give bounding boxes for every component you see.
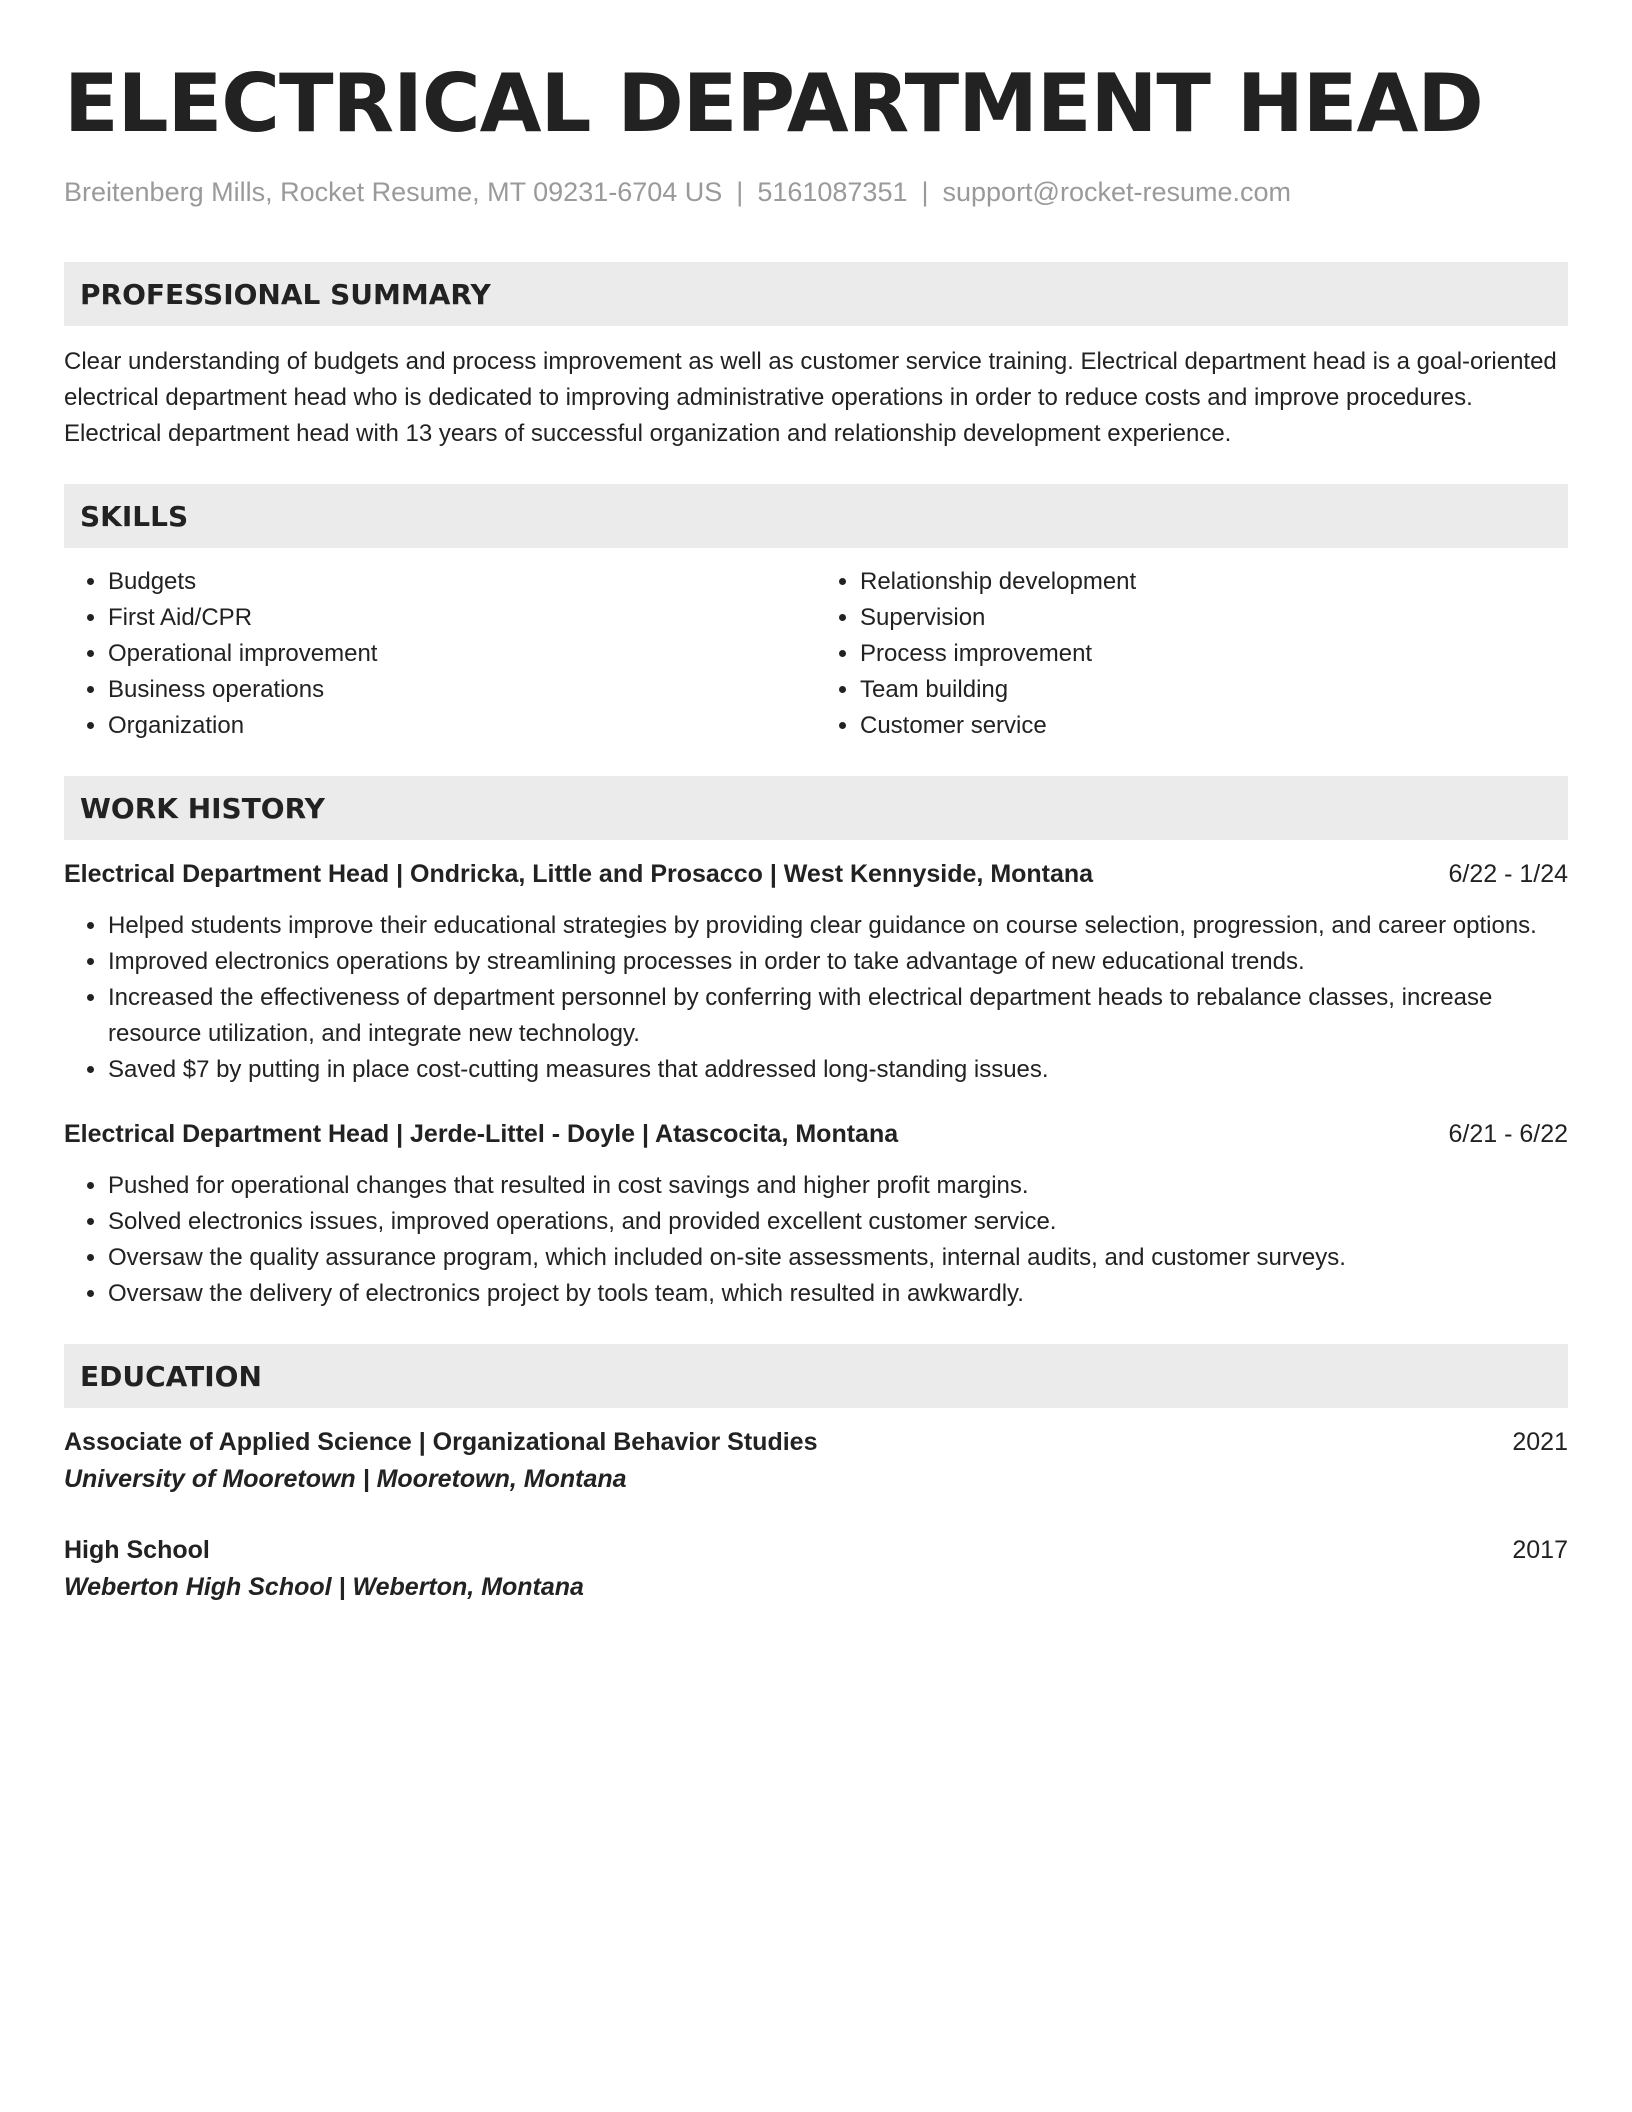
job-dates: 6/22 - 1/24 — [1448, 860, 1568, 888]
skills-column-left — [64, 564, 816, 744]
contact-phone: 5161087351 — [757, 177, 908, 207]
skill-item: • Business operations — [108, 672, 816, 708]
education-degree: High School — [64, 1536, 210, 1564]
skill-item: • First Aid/CPR — [108, 600, 816, 636]
education-header — [64, 1532, 1568, 1568]
job-bullet: • Helped students improve their educational strategies by providing clear guidance on course selection, progression, and career options. — [108, 908, 1568, 944]
resume-title: ELECTRICAL DEPARTMENT HEAD — [64, 57, 1483, 150]
summary-text: Clear understanding of budgets and process improvement as well as customer service training. Electrical department head is a goal-oriented electrical department head who is dedicated to improving administrative operations in order to reduce costs and improve procedures. Electrical department head with 13 years of successful organization and relationship development experience. — [64, 348, 1557, 447]
job-bullet: • Pushed for operational changes that resulted in cost savings and higher profit margins. — [108, 1168, 1568, 1204]
job-bullet: • Increased the effectiveness of department personnel by conferring with electrical department heads to rebalance classes, increase resource utilization, and integrate new technology. — [108, 980, 1568, 1052]
job-bullets — [64, 908, 1568, 1088]
education-year: 2017 — [1512, 1536, 1568, 1564]
section-heading-summary: PROFESSIONAL SUMMARY — [64, 262, 1568, 326]
section-heading-work-history: WORK HISTORY — [64, 776, 1568, 840]
section-heading-skills: SKILLS — [64, 484, 1568, 548]
skill-item: • Operational improvement — [108, 636, 816, 672]
job-bullet: • Oversaw the quality assurance program, which included on-site assessments, internal audits, and customer surveys. — [108, 1240, 1568, 1276]
contact-email: support@rocket-resume.com — [942, 177, 1292, 207]
section-heading-education: EDUCATION — [64, 1344, 1568, 1408]
education-header — [64, 1424, 1568, 1460]
education-year: 2021 — [1512, 1428, 1568, 1456]
contact-address: Breitenberg Mills, Rocket Resume, MT 09231-6704 US — [64, 177, 723, 207]
job-title: Electrical Department Head | Jerde-Littel - Doyle | Atascocita, Montana — [64, 1120, 899, 1148]
contact-separator: | — [921, 177, 929, 207]
skill-item: • Customer service — [860, 708, 1568, 744]
skills-list — [64, 564, 1568, 744]
job-entry — [64, 1116, 1568, 1312]
job-entry — [64, 856, 1568, 1088]
job-bullets — [64, 1168, 1568, 1312]
education-entry — [64, 1532, 1568, 1606]
job-dates: 6/21 - 6/22 — [1448, 1120, 1568, 1148]
job-bullet: • Saved $7 by putting in place cost-cutting measures that addressed long-standing issues. — [108, 1052, 1568, 1088]
skill-item: • Team building — [860, 672, 1568, 708]
skill-item: • Relationship development — [860, 564, 1568, 600]
job-bullet: • Oversaw the delivery of electronics project by tools team, which resulted in awkwardly. — [108, 1276, 1568, 1312]
education-school: Weberton High School | Weberton, Montana — [64, 1573, 584, 1601]
skills-column-right — [816, 564, 1568, 744]
education-entry — [64, 1424, 1568, 1498]
skill-item: • Organization — [108, 708, 816, 744]
education-degree: Associate of Applied Science | Organizational Behavior Studies — [64, 1428, 818, 1456]
job-header — [64, 1116, 1568, 1152]
skill-item: • Process improvement — [860, 636, 1568, 672]
skill-item: • Supervision — [860, 600, 1568, 636]
job-bullet: • Solved electronics issues, improved operations, and provided excellent customer service. — [108, 1204, 1568, 1240]
contact-line — [64, 174, 1568, 210]
skill-item: • Budgets — [108, 564, 816, 600]
education-school: University of Mooretown | Mooretown, Montana — [64, 1465, 627, 1493]
job-title: Electrical Department Head | Ondricka, Little and Prosacco | West Kennyside, Montana — [64, 860, 1094, 888]
job-header — [64, 856, 1568, 892]
contact-separator: | — [736, 177, 744, 207]
job-bullet: • Improved electronics operations by streamlining processes in order to take advantage of new educational trends. — [108, 944, 1568, 980]
